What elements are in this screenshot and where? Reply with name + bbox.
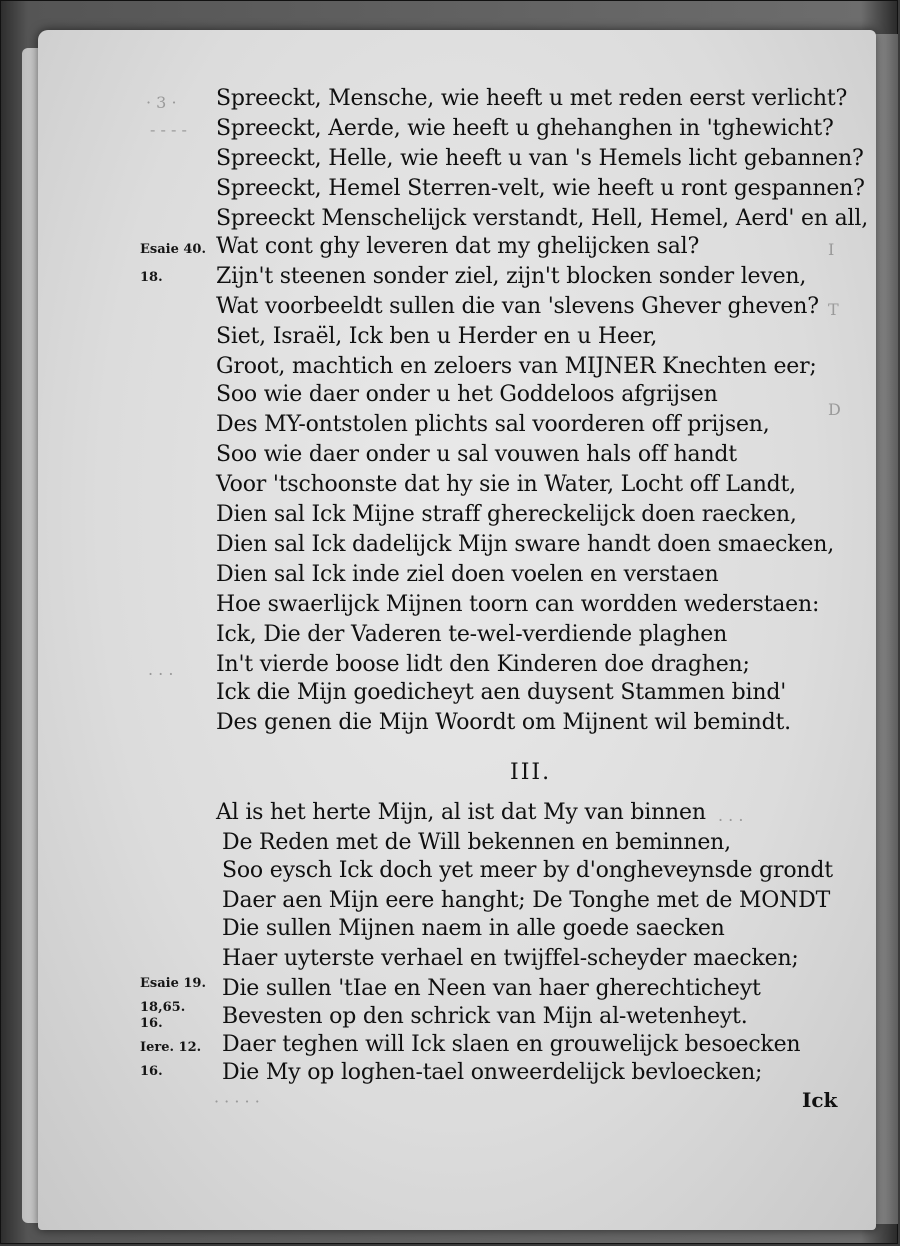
verse-line: Dien sal Ick inde ziel doen voelen en verstaen xyxy=(216,562,719,587)
verse-line: Zijn't steenen sonder ziel, zijn't blocken sonder leven, xyxy=(216,264,807,289)
verse-line: Haer uyterste verhael en twijffel-scheyder maecken; xyxy=(222,946,799,971)
verse-line: Soo wie daer onder u sal vouwen hals off handt xyxy=(216,442,737,467)
verse-line: Spreeckt, Hemel Sterren-velt, wie heeft u ront gespannen? xyxy=(216,176,865,201)
verse-line: Die My op loghen-tael onweerdelijck bevloecken; xyxy=(222,1060,763,1085)
verse-line: Des genen die Mijn Woordt om Mijnent wil bemindt. xyxy=(216,710,791,735)
catchword: Ick xyxy=(802,1088,838,1112)
verse-line: In't vierde boose lidt den Kinderen doe draghen; xyxy=(216,652,750,677)
margin-note: Iere. 12. xyxy=(140,1040,202,1055)
verse-line: De Reden met de Will bekennen en beminnen, xyxy=(222,830,731,855)
verse-line: Spreeckt, Helle, wie heeft u van 's Hemels licht gebannen? xyxy=(216,146,864,171)
margin-note: Esaie 19. xyxy=(140,976,207,991)
margin-note: 18. xyxy=(140,270,163,285)
show-through-mark: · · · · · xyxy=(214,1092,260,1111)
verse-line: Daer aen Mijn eere hanght; De Tonghe met de MONDT xyxy=(222,888,831,913)
verse-line: Wat voorbeeldt sullen die van 'slevens Ghever gheven? xyxy=(216,294,819,319)
verse-line: Voor 'tschoonste dat hy sie in Water, Locht off Landt, xyxy=(216,472,796,497)
verse-line: Spreeckt, Mensche, wie heeft u met reden eerst verlicht? xyxy=(216,86,848,111)
show-through-mark: I xyxy=(828,240,835,259)
verse-line: Spreeckt Menschelijck verstandt, Hell, Hemel, Aerd' en all, xyxy=(216,206,869,231)
margin-note: Esaie 40. xyxy=(140,242,207,257)
margin-note: 16. xyxy=(140,1016,163,1031)
show-through-mark: · 3 · xyxy=(146,93,177,112)
verse-line: Spreeckt, Aerde, wie heeft u ghehanghen in 'tghewicht? xyxy=(216,116,834,141)
verse-line: Dien sal Ick Mijne straff ghereckelijck doen raecken, xyxy=(216,502,797,527)
verse-line: Hoe swaerlijck Mijnen toorn can wordden wederstaen: xyxy=(216,592,820,617)
show-through-mark: . . . xyxy=(148,660,174,679)
verse-line: Soo eysch Ick doch yet meer by d'ongheveynsde grondt xyxy=(222,858,833,883)
show-through-mark: . . . xyxy=(718,806,744,825)
verse-line: Bevesten op den schrick van Mijn al-wetenheyt. xyxy=(222,1004,748,1029)
verse-line: Dien sal Ick dadelijck Mijn sware handt doen smaecken, xyxy=(216,532,834,557)
margin-note: 16. xyxy=(140,1064,163,1079)
verse-line: Die sullen 'tIae en Neen van haer gherechticheyt xyxy=(222,976,761,1001)
verse-line: Al is het herte Mijn, al ist dat My van binnen xyxy=(216,800,706,825)
section-heading: III. xyxy=(510,760,552,785)
margin-note: 18,65. xyxy=(140,1000,186,1015)
verse-line: Daer teghen will Ick slaen en grouwelijck besoecken xyxy=(222,1032,801,1057)
show-through-mark: T xyxy=(828,300,839,319)
verse-line: Siet, Israël, Ick ben u Herder en u Heer, xyxy=(216,324,658,349)
verse-line: Wat cont ghy leveren dat my ghelijcken sal? xyxy=(216,234,700,259)
show-through-mark: - - - - xyxy=(150,120,187,139)
verse-line: Des MY-ontstolen plichts sal voorderen off prijsen, xyxy=(216,412,770,437)
show-through-mark: D xyxy=(828,400,841,419)
verse-line: Ick die Mijn goedicheyt aen duysent Stammen bind' xyxy=(216,680,787,705)
verse-line: Soo wie daer onder u het Goddeloos afgrijsen xyxy=(216,382,718,407)
verse-line: Groot, machtich en zeloers van MIJNER Knechten eer; xyxy=(216,354,817,379)
verse-line: Die sullen Mijnen naem in alle goede saecken xyxy=(222,916,725,941)
verse-line: Ick, Die der Vaderen te-wel-verdiende plaghen xyxy=(216,622,728,647)
